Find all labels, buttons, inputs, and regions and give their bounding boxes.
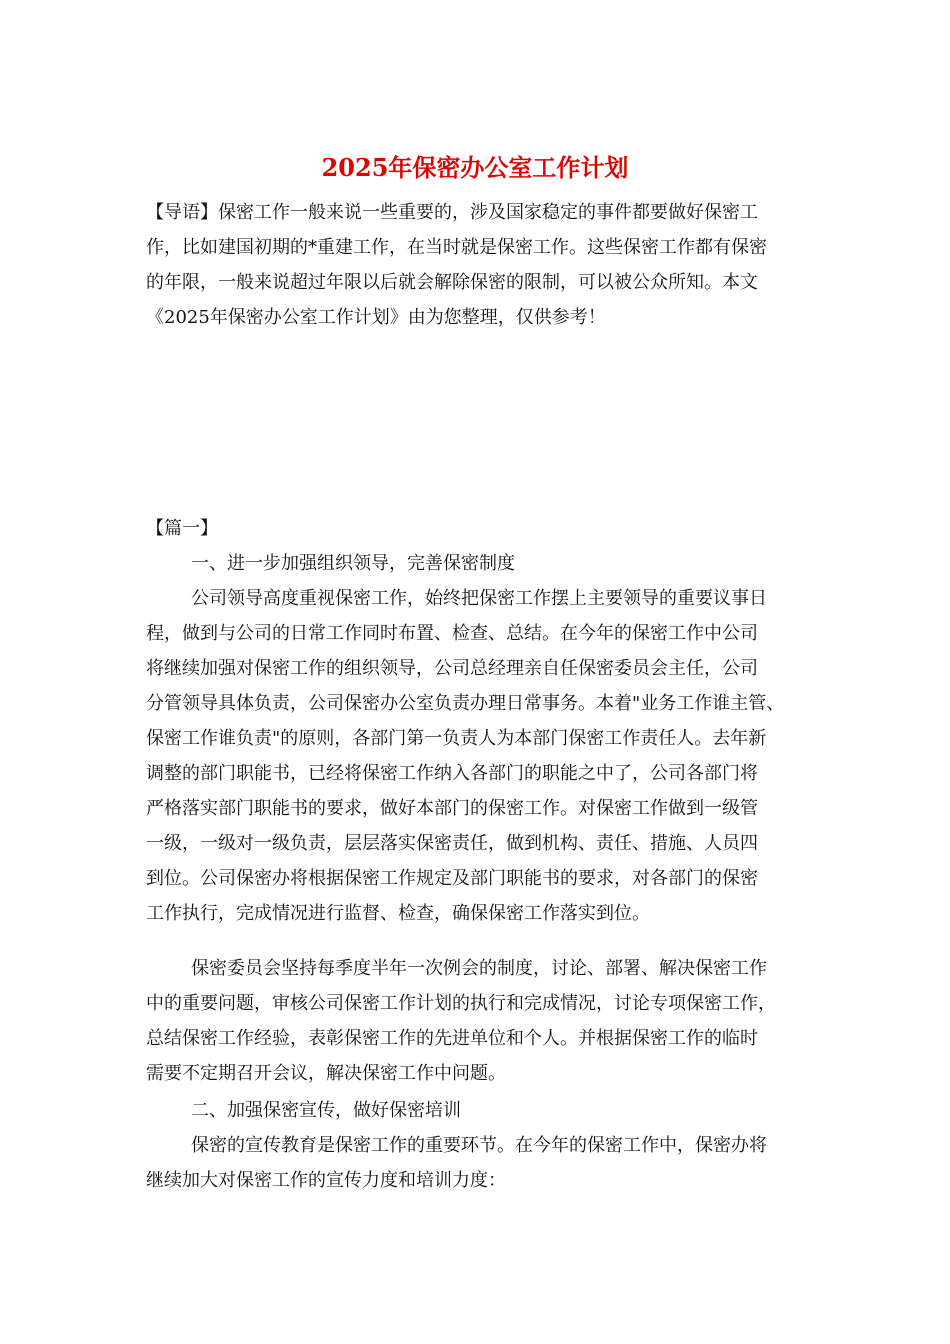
section-heading: 二、加强保密宣传，做好保密培训	[191, 1100, 461, 1121]
document-title: 2025年保密办公室工作计划	[321, 153, 629, 182]
paragraph-line: 中的重要问题，审核公司保密工作计划的执行和完成情况，讨论专项保密工作，	[146, 993, 776, 1014]
intro-line: 【导语】保密工作一般来说一些重要的，涉及国家稳定的事件都要做好保密工	[146, 202, 758, 223]
paragraph-line: 到位。公司保密办将根据保密工作规定及部门职能书的要求，对各部门的保密	[146, 868, 758, 889]
paragraph-line: 继续加大对保密工作的宣传力度和培训力度：	[146, 1170, 506, 1191]
paragraph-line: 严格落实部门职能书的要求，做好本部门的保密工作。对保密工作做到一级管	[146, 798, 758, 819]
intro-line: 《2025年保密办公室工作计划》由为您整理，仅供参考！	[146, 307, 606, 328]
paragraph-line: 需要不定期召开会议，解决保密工作中问题。	[146, 1063, 506, 1084]
paragraph-line: 调整的部门职能书，已经将保密工作纳入各部门的职能之中了，公司各部门将	[146, 763, 758, 784]
paragraph-line: 程，做到与公司的日常工作同时布置、检查、总结。在今年的保密工作中公司	[146, 623, 758, 644]
section-heading: 一、进一步加强组织领导，完善保密制度	[191, 553, 515, 574]
paragraph-line: 保密工作谁负责"的原则，各部门第一负责人为本部门保密工作责任人。去年新	[146, 728, 767, 749]
paragraph-line: 一级，一级对一级负责，层层落实保密责任，做到机构、责任、措施、人员四	[146, 833, 758, 854]
paragraph-line: 保密的宣传教育是保密工作的重要环节。在今年的保密工作中，保密办将	[191, 1135, 767, 1156]
intro-line: 作，比如建国初期的*重建工作，在当时就是保密工作。这些保密工作都有保密	[146, 237, 767, 258]
section-label: 【篇一】	[146, 518, 218, 539]
intro-line: 的年限，一般来说超过年限以后就会解除保密的限制，可以被公众所知。本文	[146, 272, 758, 293]
paragraph-line: 公司领导高度重视保密工作，始终把保密工作摆上主要领导的重要议事日	[191, 588, 767, 609]
paragraph-line: 分管领导具体负责，公司保密办公室负责办理日常事务。本着"业务工作谁主管、	[146, 693, 785, 714]
paragraph-line: 将继续加强对保密工作的组织领导，公司总经理亲自任保密委员会主任，公司	[146, 658, 758, 679]
paragraph-line: 总结保密工作经验，表彰保密工作的先进单位和个人。并根据保密工作的临时	[146, 1028, 758, 1049]
paragraph-line: 工作执行，完成情况进行监督、检查，确保保密工作落实到位。	[146, 903, 650, 924]
paragraph-line: 保密委员会坚持每季度半年一次例会的制度，讨论、部署、解决保密工作	[191, 958, 767, 979]
